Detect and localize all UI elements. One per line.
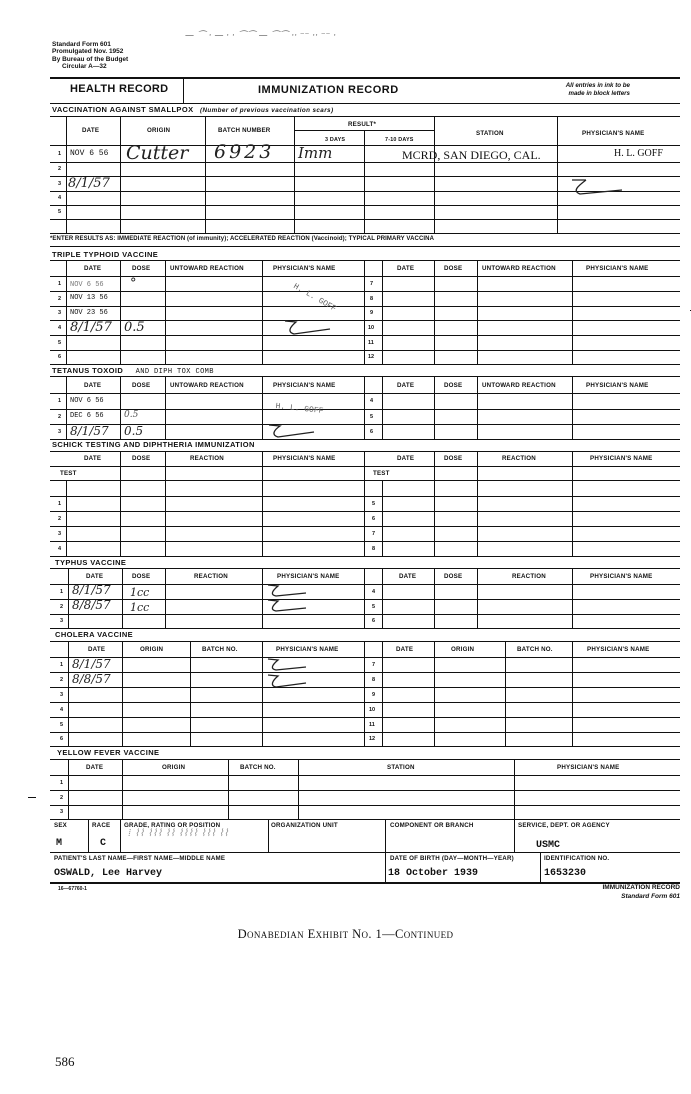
schick-col-reaction-right: REACTION <box>502 455 536 462</box>
cholera-col-physician-right: PHYSICIAN'S NAME <box>587 646 650 653</box>
typhus-col-date-right: DATE <box>399 573 417 580</box>
row-number: 4 <box>58 195 62 201</box>
row-number: 1 <box>60 589 64 595</box>
row-number: 2 <box>58 296 62 302</box>
id-label: IDENTIFICATION NO. <box>544 855 610 862</box>
margin-tick <box>28 797 36 798</box>
schick-col-sep <box>364 451 365 556</box>
schick-col-reaction: REACTION <box>190 455 224 462</box>
header-top-rule <box>50 77 680 79</box>
tetanus-col-date: DATE <box>84 382 102 389</box>
row-number: 2 <box>60 604 64 610</box>
smallpox-col-station: STATION <box>476 130 504 137</box>
smallpox-col-3days: 3 DAYS <box>325 137 346 143</box>
cholera-rule <box>50 641 680 642</box>
typhoid-col-reaction-right: UNTOWARD REACTION <box>482 265 556 272</box>
identity-col-sep <box>385 819 386 852</box>
identity-col-sep <box>514 819 515 852</box>
cholera-col-origin-right: ORIGIN <box>451 646 475 653</box>
grade-label: GRADE, RATING OR POSITION <box>124 822 221 829</box>
row-number: 11 <box>369 722 375 728</box>
tetanus-r2-dose: 0.5 <box>124 410 139 420</box>
cholera-col-date-right: DATE <box>396 646 414 653</box>
cholera-col-batch-right: BATCH NO. <box>517 646 553 653</box>
schick-col-sep <box>262 451 263 556</box>
form-id-line: Standard Form 601 <box>52 41 111 48</box>
cholera-row-rule <box>50 702 680 703</box>
dob-label: DATE OF BIRTH (DAY—MONTH—YEAR) <box>390 855 514 862</box>
typhoid-section-title: TRIPLE TYPHOID VACCINE <box>52 250 159 259</box>
tetanus-r3-dose: 0.5 <box>124 424 144 438</box>
cholera-row-rule <box>50 672 680 673</box>
schick-col-sep <box>66 480 67 556</box>
page-number: 586 <box>55 1054 75 1069</box>
row-number: 7 <box>372 531 376 537</box>
schick-col-dose-right: DOSE <box>444 455 463 462</box>
form-name-line: IMMUNIZATION RECORD <box>602 884 680 891</box>
form-id-line: By Bureau of the Budget <box>52 55 129 63</box>
row-number: 4 <box>370 398 374 404</box>
exhibit-caption: Donabedian Exhibit No. 1—Continued <box>237 927 454 941</box>
typhus-r2-dose: 1cc <box>130 601 150 614</box>
tetanus-col-reaction-right: UNTOWARD REACTION <box>482 382 556 389</box>
typhus-col-physician-right: PHYSICIAN'S NAME <box>590 573 653 580</box>
form-name-line: Standard Form 601 <box>621 892 680 900</box>
schick-test-rule <box>50 480 680 481</box>
row-number: 5 <box>58 209 62 215</box>
yellow-fever-header-rule <box>50 775 680 776</box>
tetanus-col-sep <box>434 376 435 439</box>
ink-note-line: All entries in ink to be <box>565 82 630 89</box>
typhoid-col-sep <box>434 260 435 364</box>
yellow-fever-bottom-rule <box>50 819 680 820</box>
yellow-fever-col-physician: PHYSICIAN'S NAME <box>557 764 620 771</box>
row-number: 3 <box>58 181 62 187</box>
tetanus-col-sep <box>477 376 478 439</box>
cholera-col-sep <box>122 641 123 746</box>
cholera-col-sep <box>382 641 383 746</box>
row-number: 3 <box>60 692 64 698</box>
schick-col-sep <box>120 451 121 556</box>
typhus-col-sep <box>68 568 69 628</box>
cholera-col-date: DATE <box>88 646 106 653</box>
race-value: C <box>100 838 107 849</box>
typhus-col-sep <box>434 568 435 628</box>
yellow-fever-rule <box>50 759 680 760</box>
tetanus-col-dose: DOSE <box>132 382 151 389</box>
cholera-row-rule <box>50 717 680 718</box>
row-number: 3 <box>58 310 62 316</box>
smallpox-footnote: *ENTER RESULTS AS: IMMEDIATE REACTION (of immunity); ACCELERATED REACTION (Vaccinoid); TYPICAL PRIMARY VACCINA <box>50 236 435 242</box>
typhoid-r4-date: 8/1/57 <box>70 320 112 335</box>
tetanus-col-sep <box>572 376 573 439</box>
smallpox-col-date: DATE <box>82 127 100 134</box>
row-number: 3 <box>58 429 62 435</box>
smallpox-col-sep <box>434 116 435 233</box>
schick-col-sep <box>165 451 166 556</box>
form-code: 16—67760-1 <box>58 886 87 892</box>
smallpox-r1-origin: Cutter <box>126 142 189 164</box>
row-number: 8 <box>372 677 376 683</box>
schick-col-sep <box>382 480 383 556</box>
smallpox-col-sep <box>557 116 558 233</box>
row-number: 9 <box>370 310 374 316</box>
row-number: 5 <box>372 604 376 610</box>
patient-name-label: PATIENT'S LAST NAME—FIRST NAME—MIDDLE NAME <box>54 855 226 862</box>
typhoid-col-physician-right: PHYSICIAN'S NAME <box>586 265 649 272</box>
smallpox-r1-station: MCRD, SAN DIEGO, CAL. <box>402 148 541 162</box>
cholera-header-rule <box>50 657 680 658</box>
tetanus-col-sep <box>382 376 383 439</box>
typhoid-row-rule <box>50 335 680 336</box>
typhus-section-title: TYPHUS VACCINE <box>55 558 127 567</box>
typhus-row-rule <box>50 614 680 615</box>
tetanus-rule <box>50 376 680 377</box>
smallpox-r1-date: NOV 6 56 <box>70 149 109 158</box>
typhus-col-sep <box>382 568 383 628</box>
schick-row-rule <box>50 511 680 512</box>
row-number: 6 <box>372 516 376 522</box>
schick-col-sep <box>477 451 478 556</box>
row-number: 2 <box>58 414 62 420</box>
row-number: 6 <box>372 618 376 624</box>
smallpox-col-origin: ORIGIN <box>147 127 171 134</box>
tetanus-col-sep <box>120 376 121 439</box>
cholera-row-rule <box>50 732 680 733</box>
cholera-col-sep <box>68 641 69 746</box>
typhoid-col-sep <box>120 260 121 364</box>
cholera-col-origin: ORIGIN <box>140 646 164 653</box>
typhus-col-reaction-right: REACTION <box>512 573 546 580</box>
schick-col-physician-right: PHYSICIAN'S NAME <box>590 455 653 462</box>
typhus-r2-date: 8/8/57 <box>72 598 111 612</box>
row-number: 11 <box>368 340 374 346</box>
typhoid-header-rule <box>50 276 680 277</box>
typhus-col-dose-right: DOSE <box>444 573 463 580</box>
schick-section-title: SCHICK TESTING AND DIPHTHERIA IMMUNIZATION <box>52 440 255 449</box>
typhus-row-rule <box>50 599 680 600</box>
row-number: 10 <box>369 707 376 713</box>
tetanus-note: AND DIPH TOX COMB <box>135 368 214 376</box>
schick-col-sep <box>434 451 435 556</box>
typhus-col-physician: PHYSICIAN'S NAME <box>277 573 340 580</box>
typhus-r1-dose: 1cc <box>130 586 150 599</box>
cholera-col-sep <box>364 641 365 746</box>
ink-note-line: made in block letters <box>568 90 630 97</box>
row-number: 4 <box>60 707 64 713</box>
schick-row-rule <box>50 526 680 527</box>
row-number: 7 <box>370 281 374 287</box>
smallpox-r1-result: Imm <box>298 144 333 162</box>
tetanus-col-sep <box>165 376 166 439</box>
identity-col-sep <box>88 819 89 852</box>
identity-col-sep <box>268 819 269 852</box>
row-number: 4 <box>372 589 376 595</box>
schick-header-rule <box>50 466 680 467</box>
tetanus-col-sep <box>262 376 263 439</box>
schick-col-date: DATE <box>84 455 102 462</box>
cholera-col-batch: BATCH NO. <box>202 646 238 653</box>
cholera-col-sep <box>190 641 191 746</box>
tetanus-r2-date: DEC 6 56 <box>70 412 104 420</box>
schick-col-date-right: DATE <box>397 455 415 462</box>
identity-col-sep <box>120 819 121 852</box>
header-bottom-rule <box>50 103 680 104</box>
row-number: 5 <box>58 340 62 346</box>
typhus-col-dose: DOSE <box>132 573 151 580</box>
row-number: 2 <box>60 677 64 683</box>
smallpox-col-sep <box>120 116 121 233</box>
row-number: 5 <box>372 501 376 507</box>
typhoid-col-sep <box>572 260 573 364</box>
physician-signature <box>282 318 334 338</box>
physician-signature <box>264 582 312 616</box>
tetanus-col-date-right: DATE <box>397 382 415 389</box>
typhus-col-sep <box>165 568 166 628</box>
sex-value: M <box>56 838 63 849</box>
schick-col-physician: PHYSICIAN'S NAME <box>273 455 336 462</box>
physician-signature <box>264 656 312 692</box>
typhoid-col-sep <box>262 260 263 364</box>
cholera-col-sep <box>262 641 263 746</box>
typhoid-row-rule <box>50 350 680 351</box>
yellow-fever-col-origin: ORIGIN <box>162 764 186 771</box>
page-title: IMMUNIZATION RECORD <box>258 84 399 96</box>
date-of-birth: 18 October 1939 <box>388 868 479 879</box>
typhoid-col-date: DATE <box>84 265 102 272</box>
typhoid-r4-dose: 0.5 <box>124 320 145 335</box>
row-number: 4 <box>58 325 62 331</box>
row-number: 2 <box>58 516 62 522</box>
smallpox-bottom-rule <box>50 233 680 234</box>
yellow-fever-row-rule <box>50 790 680 791</box>
row-number: 3 <box>58 531 62 537</box>
typhus-col-reaction: REACTION <box>194 573 228 580</box>
schick-test-label-right: TEST <box>373 470 390 477</box>
race-label: RACE <box>92 822 111 829</box>
typhus-col-sep <box>572 568 573 628</box>
typhoid-r2-date: NOV 13 56 <box>70 294 108 302</box>
row-number: 7 <box>372 662 376 668</box>
typhoid-col-date-right: DATE <box>397 265 415 272</box>
row-number: 4 <box>58 546 62 552</box>
cholera-r1-date: 8/1/57 <box>72 657 111 671</box>
smallpox-col-sep <box>205 116 206 233</box>
schick-col-dose: DOSE <box>132 455 151 462</box>
row-number: 9 <box>372 692 376 698</box>
service-value: USMC <box>536 840 561 851</box>
tetanus-col-physician: PHYSICIAN'S NAME <box>273 382 336 389</box>
smallpox-col-result: RESULT* <box>348 121 377 128</box>
yellow-fever-col-sep <box>298 759 299 819</box>
cholera-r2-date: 8/8/57 <box>72 672 111 686</box>
typhus-r1-date: 8/1/57 <box>72 583 111 597</box>
tetanus-col-reaction: UNTOWARD REACTION <box>170 382 244 389</box>
row-number: 1 <box>60 662 64 668</box>
cholera-bottom-rule <box>50 746 680 747</box>
row-number: 3 <box>60 809 64 815</box>
typhoid-row-rule <box>50 306 680 307</box>
cholera-col-physician: PHYSICIAN'S NAME <box>276 646 339 653</box>
cholera-col-sep <box>505 641 506 746</box>
row-number: 1 <box>58 398 62 404</box>
smallpox-rule <box>50 116 680 117</box>
component-label: COMPONENT OR BRANCH <box>390 822 474 829</box>
smallpox-col-7days: 7-10 DAYS <box>385 137 414 143</box>
ink-note <box>536 82 630 98</box>
tetanus-col-dose-right: DOSE <box>444 382 463 389</box>
row-number: 2 <box>58 166 62 172</box>
typhoid-rule <box>50 260 680 261</box>
yellow-fever-row-rule <box>50 805 680 806</box>
tetanus-header-rule <box>50 393 680 394</box>
typhoid-physician: H. L. GOFF <box>291 282 338 314</box>
typhoid-r3-date: NOV 23 56 <box>70 309 108 317</box>
smallpox-r3-date: 8/1/57 <box>68 176 110 191</box>
typhus-header-rule <box>50 584 680 585</box>
typhoid-col-sep <box>477 260 478 364</box>
row-number: 3 <box>60 618 64 624</box>
yellow-fever-col-date: DATE <box>86 764 104 771</box>
identification-number: 1653230 <box>544 868 587 879</box>
row-number: 1 <box>58 281 62 287</box>
smallpox-r1-batch: 6923 <box>214 141 275 163</box>
smallpox-col-sep <box>66 116 67 233</box>
typhus-col-date: DATE <box>86 573 104 580</box>
cholera-row-rule <box>50 687 680 688</box>
cholera-col-sep <box>572 641 573 746</box>
identity-col-sep <box>540 852 541 882</box>
typhoid-col-sep <box>382 260 383 364</box>
typhoid-col-sep <box>364 260 365 364</box>
row-number: 8 <box>370 296 374 302</box>
row-number: 6 <box>58 354 62 360</box>
yellow-fever-col-station: STATION <box>387 764 415 771</box>
schick-test-label: TEST <box>60 470 77 477</box>
typhoid-col-reaction: UNTOWARD REACTION <box>170 265 244 272</box>
typhoid-col-sep <box>165 260 166 364</box>
typhus-col-sep <box>262 568 263 628</box>
schick-rule <box>50 451 680 452</box>
row-number: 1 <box>58 501 62 507</box>
smallpox-title: VACCINATION AGAINST SMALLPOX <box>52 105 194 114</box>
yellow-fever-col-sep <box>68 759 69 819</box>
typhoid-col-dose: DOSE <box>132 265 151 272</box>
typhoid-dose-mark: ° <box>130 276 137 291</box>
row-number: 8 <box>372 546 376 552</box>
yellow-fever-col-sep <box>514 759 515 819</box>
service-label: SERVICE, DEPT. OR AGENCY <box>518 822 610 829</box>
header-divider <box>183 77 184 103</box>
smallpox-note: (Number of previous vaccination scars) <box>199 107 334 114</box>
physician-signature <box>568 176 628 198</box>
organization-label: ORGANIZATION UNIT <box>271 822 338 829</box>
identity-col-sep <box>385 852 386 882</box>
typhus-col-sep <box>122 568 123 628</box>
form-name <box>560 884 680 901</box>
schick-row-rule <box>50 496 680 497</box>
smallpox-section-title <box>52 105 333 114</box>
row-number: 6 <box>370 429 374 435</box>
typhoid-col-dose-right: DOSE <box>444 265 463 272</box>
tetanus-r1-date: NOV 6 56 <box>70 397 104 405</box>
row-number: 6 <box>60 736 64 742</box>
tetanus-title: TETANUS TOXOID <box>52 366 124 375</box>
typhoid-row-rule <box>50 291 680 292</box>
typhus-rule <box>50 568 680 569</box>
typhoid-col-physician: PHYSICIAN'S NAME <box>273 265 336 272</box>
row-number: 12 <box>368 354 375 360</box>
smallpox-r1-physician: H. L. GOFF <box>614 148 663 159</box>
smallpox-col-physician: PHYSICIAN'S NAME <box>582 130 645 137</box>
row-number: 1 <box>60 780 64 786</box>
typhoid-top-rule <box>50 246 680 247</box>
yellow-fever-section-title: YELLOW FEVER VACCINE <box>57 748 160 757</box>
tetanus-row-rule <box>50 424 680 425</box>
typhoid-bottom-rule <box>50 364 680 365</box>
schick-bottom-rule <box>50 556 680 557</box>
cholera-col-sep <box>434 641 435 746</box>
form-id-line: Promulgated Nov. 1952 <box>52 48 124 56</box>
typhus-bottom-rule <box>50 628 680 629</box>
yellow-fever-col-sep <box>228 759 229 819</box>
identity-mid-rule <box>50 852 680 853</box>
smallpox-col-sep <box>294 116 295 233</box>
tetanus-col-physician-right: PHYSICIAN'S NAME <box>586 382 649 389</box>
patient-name: OSWALD, Lee Harvey <box>54 868 163 879</box>
smallpox-row-rule <box>50 219 680 220</box>
physician-signature <box>266 422 318 440</box>
row-number: 12 <box>369 736 376 742</box>
form-identification <box>52 41 128 71</box>
yellow-fever-col-batch: BATCH NO. <box>240 764 276 771</box>
schick-row-rule <box>50 541 680 542</box>
row-number: 10 <box>368 325 375 331</box>
typhoid-col-sep <box>66 260 67 364</box>
tetanus-col-sep <box>66 376 67 439</box>
typhoid-r1-date: NOV 6 56 <box>70 281 104 289</box>
row-number: 2 <box>60 795 64 801</box>
tetanus-col-sep <box>364 376 365 439</box>
faint-typed-entries: ⁞ ⌇⌇ ⌇⌇⌇ ⌇⌇ ⌇⌇⌇⌇ ⌇⌇⌇ ⌇⌇ <box>128 828 229 839</box>
typhus-col-sep <box>364 568 365 628</box>
schick-col-sep <box>572 451 573 556</box>
top-marginal-scribble: — ⌒ · — · · ⌒⌒ — ⌒⌒ ·· ⁻⁻ ·· ⁻⁻ · <box>185 31 337 41</box>
smallpox-col-sep <box>364 130 365 233</box>
row-number: 1 <box>58 151 62 157</box>
tetanus-physician: H. L. GOFF <box>275 402 324 416</box>
cholera-section-title: CHOLERA VACCINE <box>55 630 134 639</box>
smallpox-col-batch: BATCH NUMBER <box>218 127 271 134</box>
tetanus-section-title <box>52 366 214 376</box>
yellow-fever-col-sep <box>122 759 123 819</box>
sex-label: SEX <box>54 822 67 829</box>
tetanus-r3-date: 8/1/57 <box>70 424 109 438</box>
row-number: 5 <box>370 414 374 420</box>
typhus-col-sep <box>477 568 478 628</box>
smallpox-row-rule <box>50 205 680 206</box>
form-id-line: Circular A—32 <box>62 63 107 71</box>
tetanus-row-rule <box>50 409 680 410</box>
health-record-label: HEALTH RECORD <box>70 83 169 95</box>
row-number: 5 <box>60 722 64 728</box>
